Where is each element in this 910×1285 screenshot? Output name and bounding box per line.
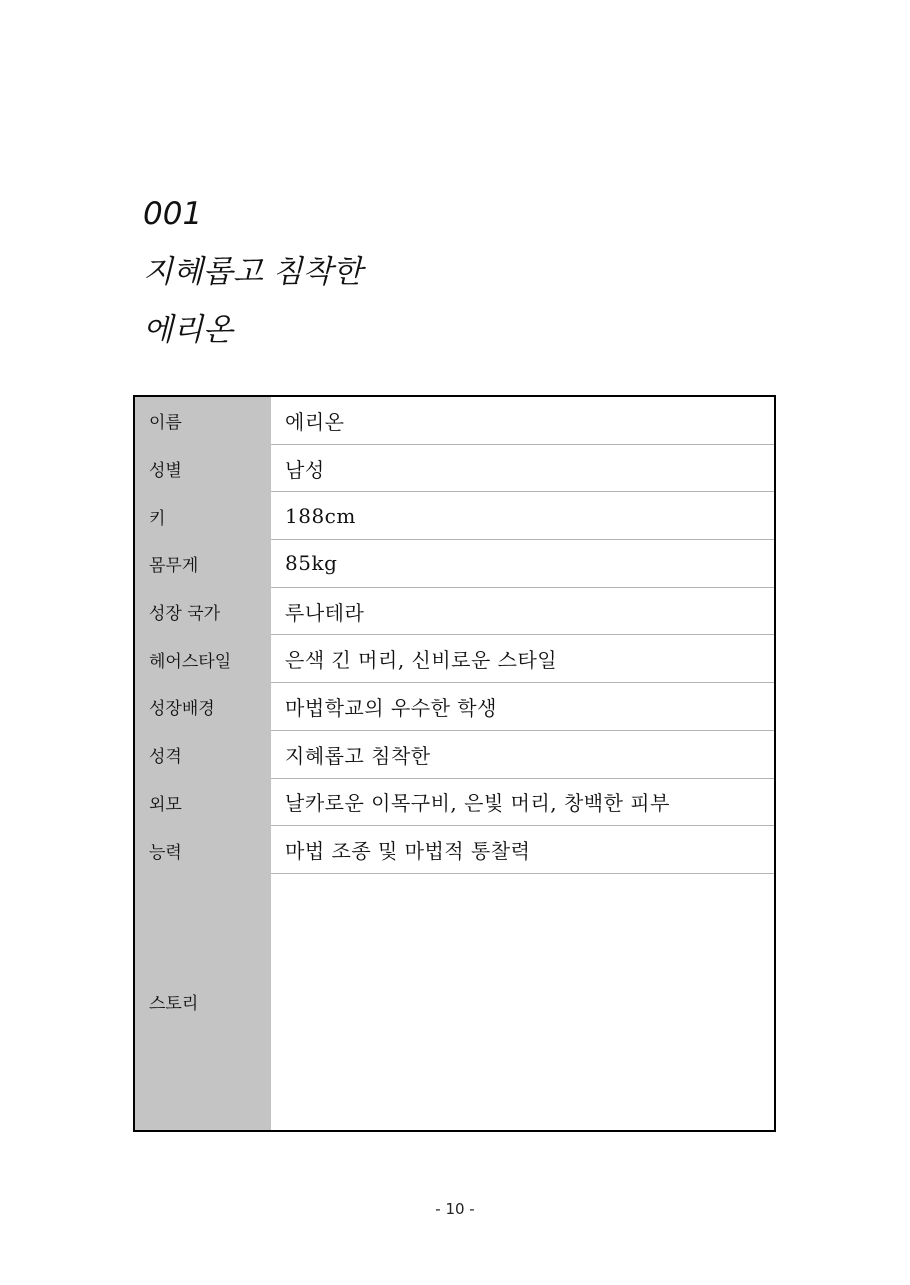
value-gender: 남성: [271, 445, 774, 493]
character-profile-table: [133, 395, 776, 1132]
character-name-title: 에리온: [143, 312, 233, 348]
value-appearance: 날카로운 이목구비, 은빛 머리, 창백한 피부: [271, 779, 774, 827]
character-tagline: 지혜롭고 침착한: [143, 254, 363, 290]
label-personality: 성격: [135, 731, 271, 779]
label-gender: 성별: [135, 445, 271, 493]
label-weight: 몸무게: [135, 540, 271, 588]
label-story: 스토리: [135, 874, 271, 1130]
character-number: 001: [143, 196, 203, 232]
value-hairstyle: 은색 긴 머리, 신비로운 스타일: [271, 635, 774, 683]
value-home-country: 루나테라: [271, 588, 774, 636]
value-personality: 지혜롭고 침착한: [271, 731, 774, 779]
value-name: 에리온: [271, 397, 774, 445]
value-background: 마법학교의 우수한 학생: [271, 683, 774, 731]
document-heading: [143, 185, 362, 359]
label-hairstyle: 헤어스타일: [135, 635, 271, 683]
label-home-country: 성장 국가: [135, 588, 271, 636]
label-background: 성장배경: [135, 683, 271, 731]
label-height: 키: [135, 492, 271, 540]
value-ability: 마법 조종 및 마법적 통찰력: [271, 826, 774, 874]
value-weight: 85kg: [271, 540, 774, 588]
label-appearance: 외모: [135, 779, 271, 827]
label-name: 이름: [135, 397, 271, 445]
value-height: 188cm: [271, 492, 774, 540]
label-ability: 능력: [135, 826, 271, 874]
value-story: [271, 874, 774, 1130]
page-number: - 10 -: [435, 1200, 475, 1218]
